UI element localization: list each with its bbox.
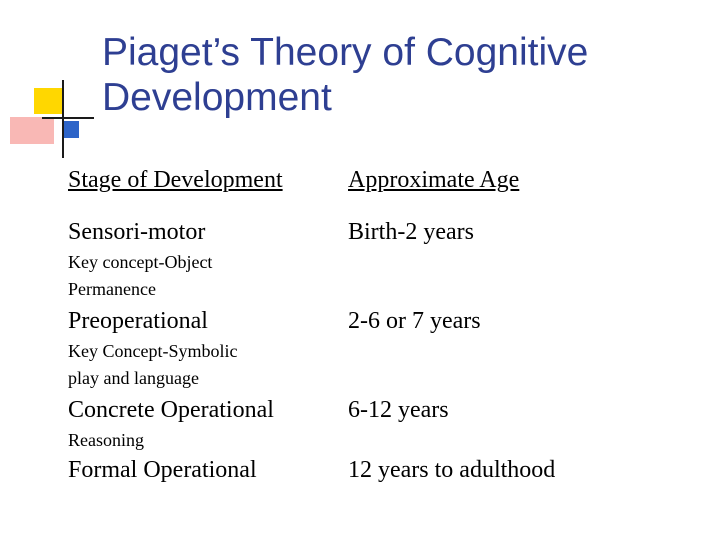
decor-yellow-square	[34, 88, 62, 114]
stage-age: 2-6 or 7 years	[348, 308, 481, 334]
stage-name: Concrete Operational	[68, 397, 274, 423]
slide-title-line-2: Development	[102, 76, 332, 119]
stage-note: Key Concept-Symbolic	[68, 341, 238, 361]
stage-note: Reasoning	[68, 430, 144, 450]
stage-age: 6-12 years	[348, 397, 449, 423]
stage-age: 12 years to adulthood	[348, 457, 556, 483]
stage-note: Permanence	[68, 279, 156, 299]
header-stage: Stage of Development	[68, 167, 283, 193]
decor-horizontal-line	[42, 117, 94, 119]
stage-name: Formal Operational	[68, 457, 257, 483]
slide-title	[102, 30, 702, 120]
decor-blue-square	[62, 121, 79, 138]
stage-name: Preoperational	[68, 308, 208, 334]
header-age: Approximate Age	[348, 167, 520, 193]
stage-note: play and language	[68, 368, 199, 388]
decor-vertical-line	[62, 80, 64, 158]
slide-title-line-1: Piaget’s Theory of Cognitive	[102, 31, 589, 74]
stage-note: Key concept-Object	[68, 252, 213, 272]
decor-pink-square	[10, 117, 54, 144]
stage-name: Sensori-motor	[68, 219, 206, 245]
stage-age: Birth-2 years	[348, 219, 474, 245]
